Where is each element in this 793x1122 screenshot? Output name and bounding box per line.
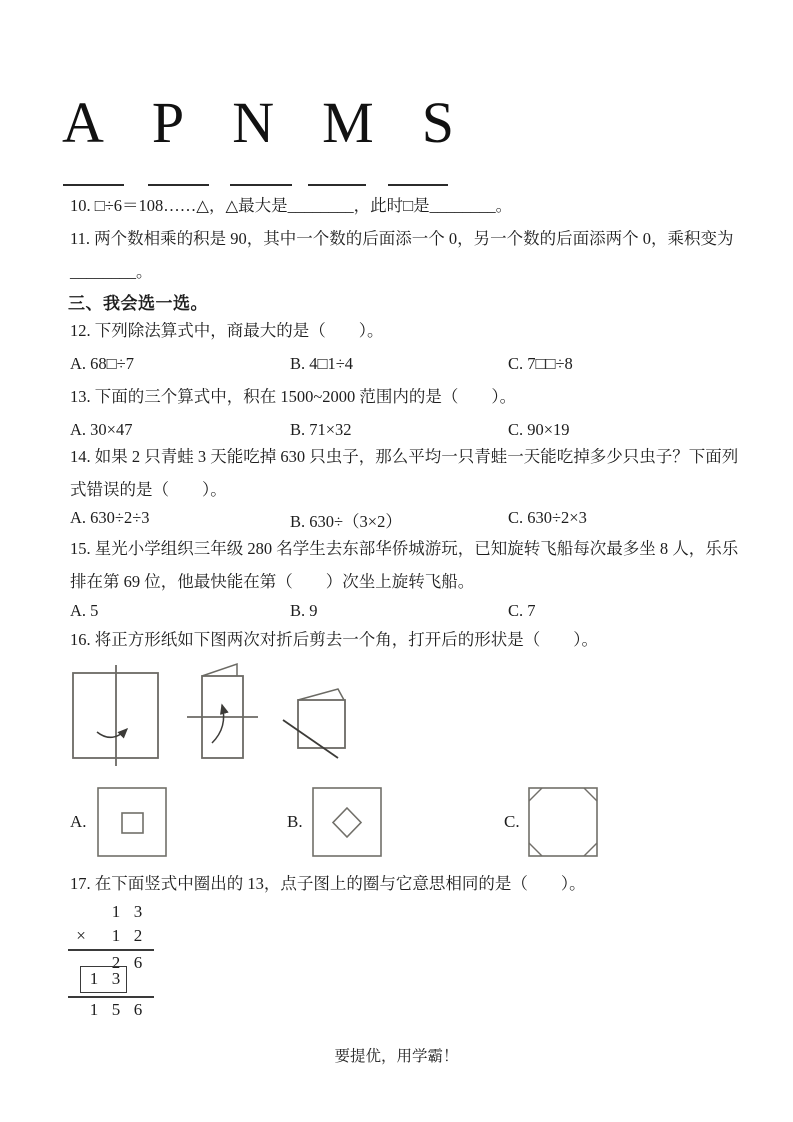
question-13-options xyxy=(70,420,750,442)
unfolded-square-shape xyxy=(529,788,597,856)
question-11-line2: ________。 xyxy=(70,262,153,281)
mult-digit: 3 xyxy=(133,902,143,921)
question-15-line1: 15. 星光小学组织三年级 280 名学生去东部华侨城游玩，已知旋转飞船每次最多坐 8 人，乐乐 xyxy=(70,539,739,558)
fold-step-1-figure xyxy=(65,660,175,770)
question-11 xyxy=(70,222,734,288)
q15-option-c: C. 7 xyxy=(508,601,536,620)
q14-option-a: A. 630÷2÷3 xyxy=(70,508,150,527)
question-11-line1: 11. 两个数相乘的积是 90，其中一个数的后面添一个 0，另一个数的后面添两个 0，乘积变为 xyxy=(70,229,734,248)
q16-option-c-label: C. xyxy=(504,812,520,831)
fold-step-3-cut-figure xyxy=(278,680,363,765)
corner-cut-line xyxy=(529,843,542,856)
q12-option-a: A. 68□÷7 xyxy=(70,354,134,373)
question-12: 12. 下列除法算式中，商最大的是（ ）。 xyxy=(70,321,384,340)
fold-step-2-figure xyxy=(185,655,265,770)
q13-option-c: C. 90×19 xyxy=(508,420,570,439)
answer-blank-line xyxy=(63,184,124,186)
paper-flap-shape xyxy=(298,689,344,700)
corner-cut-line xyxy=(584,843,597,856)
question-14-options xyxy=(70,508,750,530)
answer-blank-line xyxy=(230,184,292,186)
question-13: 13. 下面的三个算式中，积在 1500~2000 范围内的是（ ）。 xyxy=(70,387,517,406)
q13-option-a: A. 30×47 xyxy=(70,420,133,439)
letter-p: P xyxy=(151,90,185,155)
corner-cut-line xyxy=(529,788,542,801)
q13-option-b: B. 71×32 xyxy=(290,420,352,439)
question-10: 10. □÷6＝108……△，△最大是________，此时□是________。 xyxy=(70,196,513,215)
corner-cut-line xyxy=(584,788,597,801)
question-15-line2: 排在第 69 位，他最快能在第（ ）次坐上旋转飞船。 xyxy=(70,572,475,591)
multiplication-rule-line xyxy=(68,949,154,951)
question-14 xyxy=(70,440,738,506)
footer-slogan: 要提优，用学霸！ xyxy=(334,1048,459,1065)
mult-digit: 5 xyxy=(111,1000,121,1019)
unfolded-square-shape xyxy=(313,788,381,856)
center-diamond-hole-shape xyxy=(333,808,361,837)
question-14-line1: 14. 如果 2 只青蛙 3 天能吃掉 630 只虫子，那么平均一只青蛙一天能吃掉多少只虫子？下面列 xyxy=(70,447,739,466)
question-12-options xyxy=(70,354,750,376)
question-14-line2: 式错误的是（ ）。 xyxy=(70,480,227,499)
section-title: 三、我会选一选。 xyxy=(68,294,208,313)
q16-option-b-label: B. xyxy=(287,812,303,831)
paper-flap-shape xyxy=(202,664,237,676)
question-15-options xyxy=(70,601,750,623)
unfolded-square-shape xyxy=(98,788,166,856)
mult-digit: 6 xyxy=(133,953,143,972)
letter-s: S xyxy=(421,90,454,155)
mult-digit: 3 xyxy=(111,969,121,988)
cut-line xyxy=(283,720,338,758)
q16-option-a-label: A. xyxy=(70,812,87,831)
letters-row xyxy=(62,90,454,155)
mult-digit: 1 xyxy=(111,902,121,921)
folded-paper-shape xyxy=(298,700,345,748)
letter-m: M xyxy=(322,90,374,155)
q16-option-c-figure xyxy=(528,787,598,857)
mult-digit: 1 xyxy=(111,926,121,945)
q12-option-b: B. 4□1÷4 xyxy=(290,354,354,373)
center-square-hole-shape xyxy=(122,813,143,833)
q15-option-a: A. 5 xyxy=(70,601,99,620)
fold-arrow-icon xyxy=(212,705,224,743)
mult-digit: 1 xyxy=(89,969,99,988)
answer-blank-line xyxy=(148,184,209,186)
multiply-operator-icon: × xyxy=(76,926,86,945)
q12-option-c: C. 7□□÷8 xyxy=(508,354,573,373)
mult-digit: 1 xyxy=(89,1000,99,1019)
question-15 xyxy=(70,532,738,598)
vertical-multiplication xyxy=(60,900,170,1020)
q16-option-a-figure xyxy=(97,787,167,857)
q15-option-b: B. 9 xyxy=(290,601,318,620)
q14-option-c: C. 630÷2×3 xyxy=(508,508,587,527)
q16-option-b-figure xyxy=(312,787,382,857)
mult-digit: 2 xyxy=(111,953,121,972)
answer-blank-line xyxy=(308,184,366,186)
mult-digit: 2 xyxy=(133,926,143,945)
letter-a: A xyxy=(62,90,104,155)
question-17: 17. 在下面竖式中圈出的 13，点子图上的圈与它意思相同的是（ ）。 xyxy=(70,874,586,893)
fold-arrow-icon xyxy=(97,729,127,737)
q14-option-b: B. 630÷（3×2） xyxy=(290,512,402,531)
multiplication-rule-line xyxy=(68,996,154,998)
question-16: 16. 将正方形纸如下图两次对折后剪去一个角，打开后的形状是（ ）。 xyxy=(70,630,598,649)
mult-digit: 6 xyxy=(133,1000,143,1019)
answer-blank-line xyxy=(388,184,448,186)
letter-n: N xyxy=(232,90,275,155)
